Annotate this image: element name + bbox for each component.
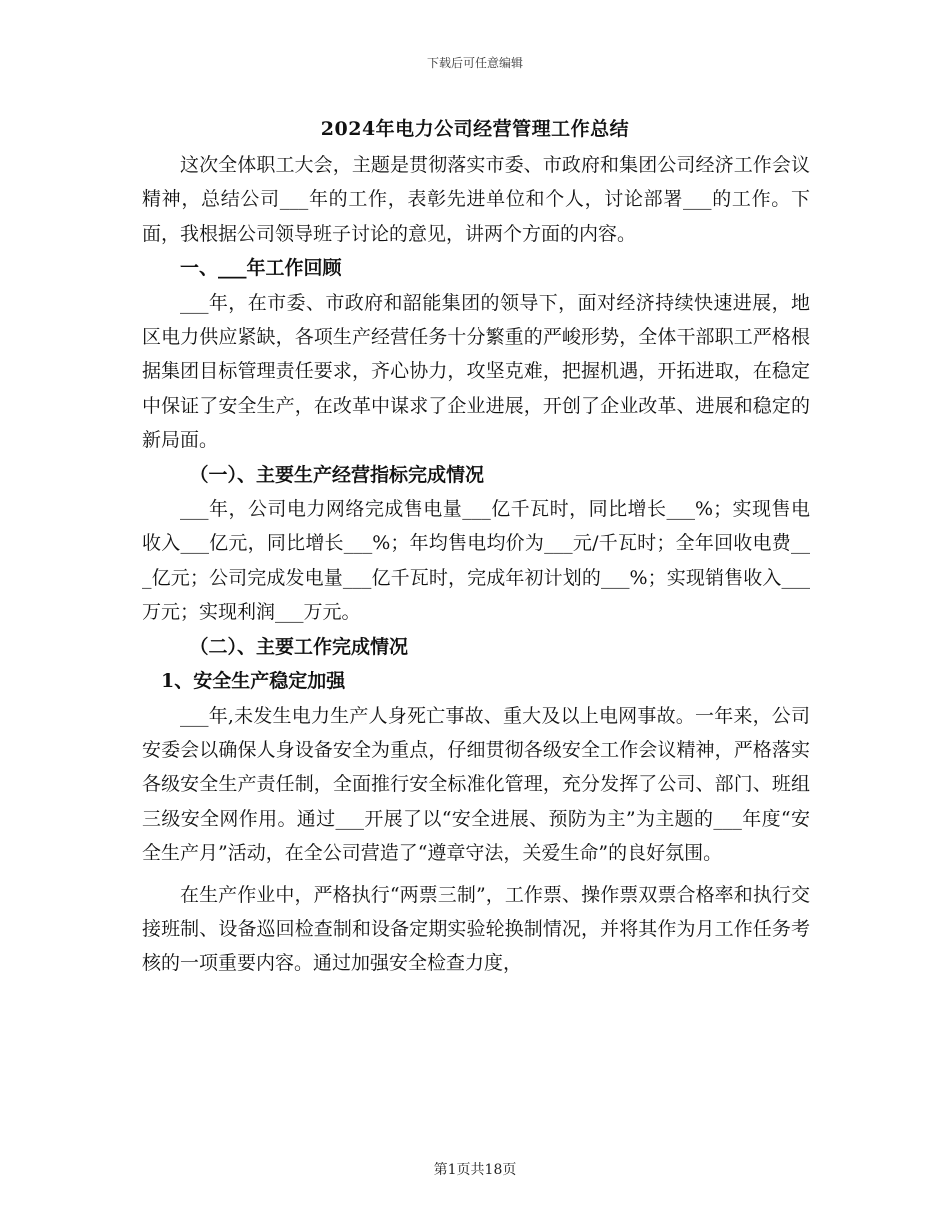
review-paragraph: ___年，在市委、市政府和韶能集团的领导下，面对经济持续快速进展，地区电力供应紧缺，各项生产经营任务十分繁重的严峻形势，全体干部职工严格根据集团目标管理责任要求，齐心协力，攻坚克难，把握机遇，开拓进取，在稳定中保证了安全生产，在改革中谋求了企业进展，开创了企业改革、进展和稳定的新局面。 bbox=[142, 291, 810, 452]
section-heading-review: 一、___年工作回顾 bbox=[180, 257, 342, 280]
document-title: 2024年电力公司经营管理工作总结 bbox=[320, 118, 630, 140]
subsection-heading-work: （二）、主要工作完成情况 bbox=[189, 635, 409, 658]
page-footer: 第1页共18页 bbox=[433, 1162, 517, 1178]
subsection-heading-indicators: （一）、主要生产经营指标完成情况 bbox=[189, 463, 485, 486]
item-heading-safety: 1、安全生产稳定加强 bbox=[161, 670, 346, 693]
operations-paragraph: 在生产作业中，严格执行“两票三制”，工作票、操作票双票合格率和执行交接班制、设备巡回检查制和设备定期实验轮换制情况，并将其作为月工作任务考核的一项重要内容。通过加强安全检查力度， bbox=[142, 883, 810, 975]
intro-paragraph: 这次全体职工大会，主题是贯彻落实市委、市政府和集团公司经济工作会议精神，总结公司___年的工作，表彰先进单位和个人，讨论部署___的工作。下面，我根据公司领导班子讨论的意见，讲两个方面的内容。 bbox=[142, 154, 810, 245]
header-note: 下载后可任意编辑 bbox=[426, 56, 523, 70]
indicators-paragraph: ___年，公司电力网络完成售电量___亿千瓦时，同比增长___%；实现售电收入___亿元，同比增长___%；年均售电均价为___元/千瓦时；全年回收电费___亿元；公司完成发电量___亿千瓦时，完成年初计划的___%；实现销售收入___万元；实现利润___万元。 bbox=[142, 498, 810, 624]
safety-paragraph: ___年,未发生电力生产人身死亡事故、重大及以上电网事故。一年来，公司安委会以确保人身设备安全为重点，仔细贯彻各级安全工作会议精神，严格落实各级安全生产责任制，全面推行安全标准化管理，充分发挥了公司、部门、班组三级安全网作用。通过___开展了以“安全进展、预防为主”为主题的___年度“安全生产月”活动，在全公司营造了“遵章守法，关爱生命”的良好氛围。 bbox=[142, 704, 810, 865]
document-body bbox=[142, 148, 810, 981]
